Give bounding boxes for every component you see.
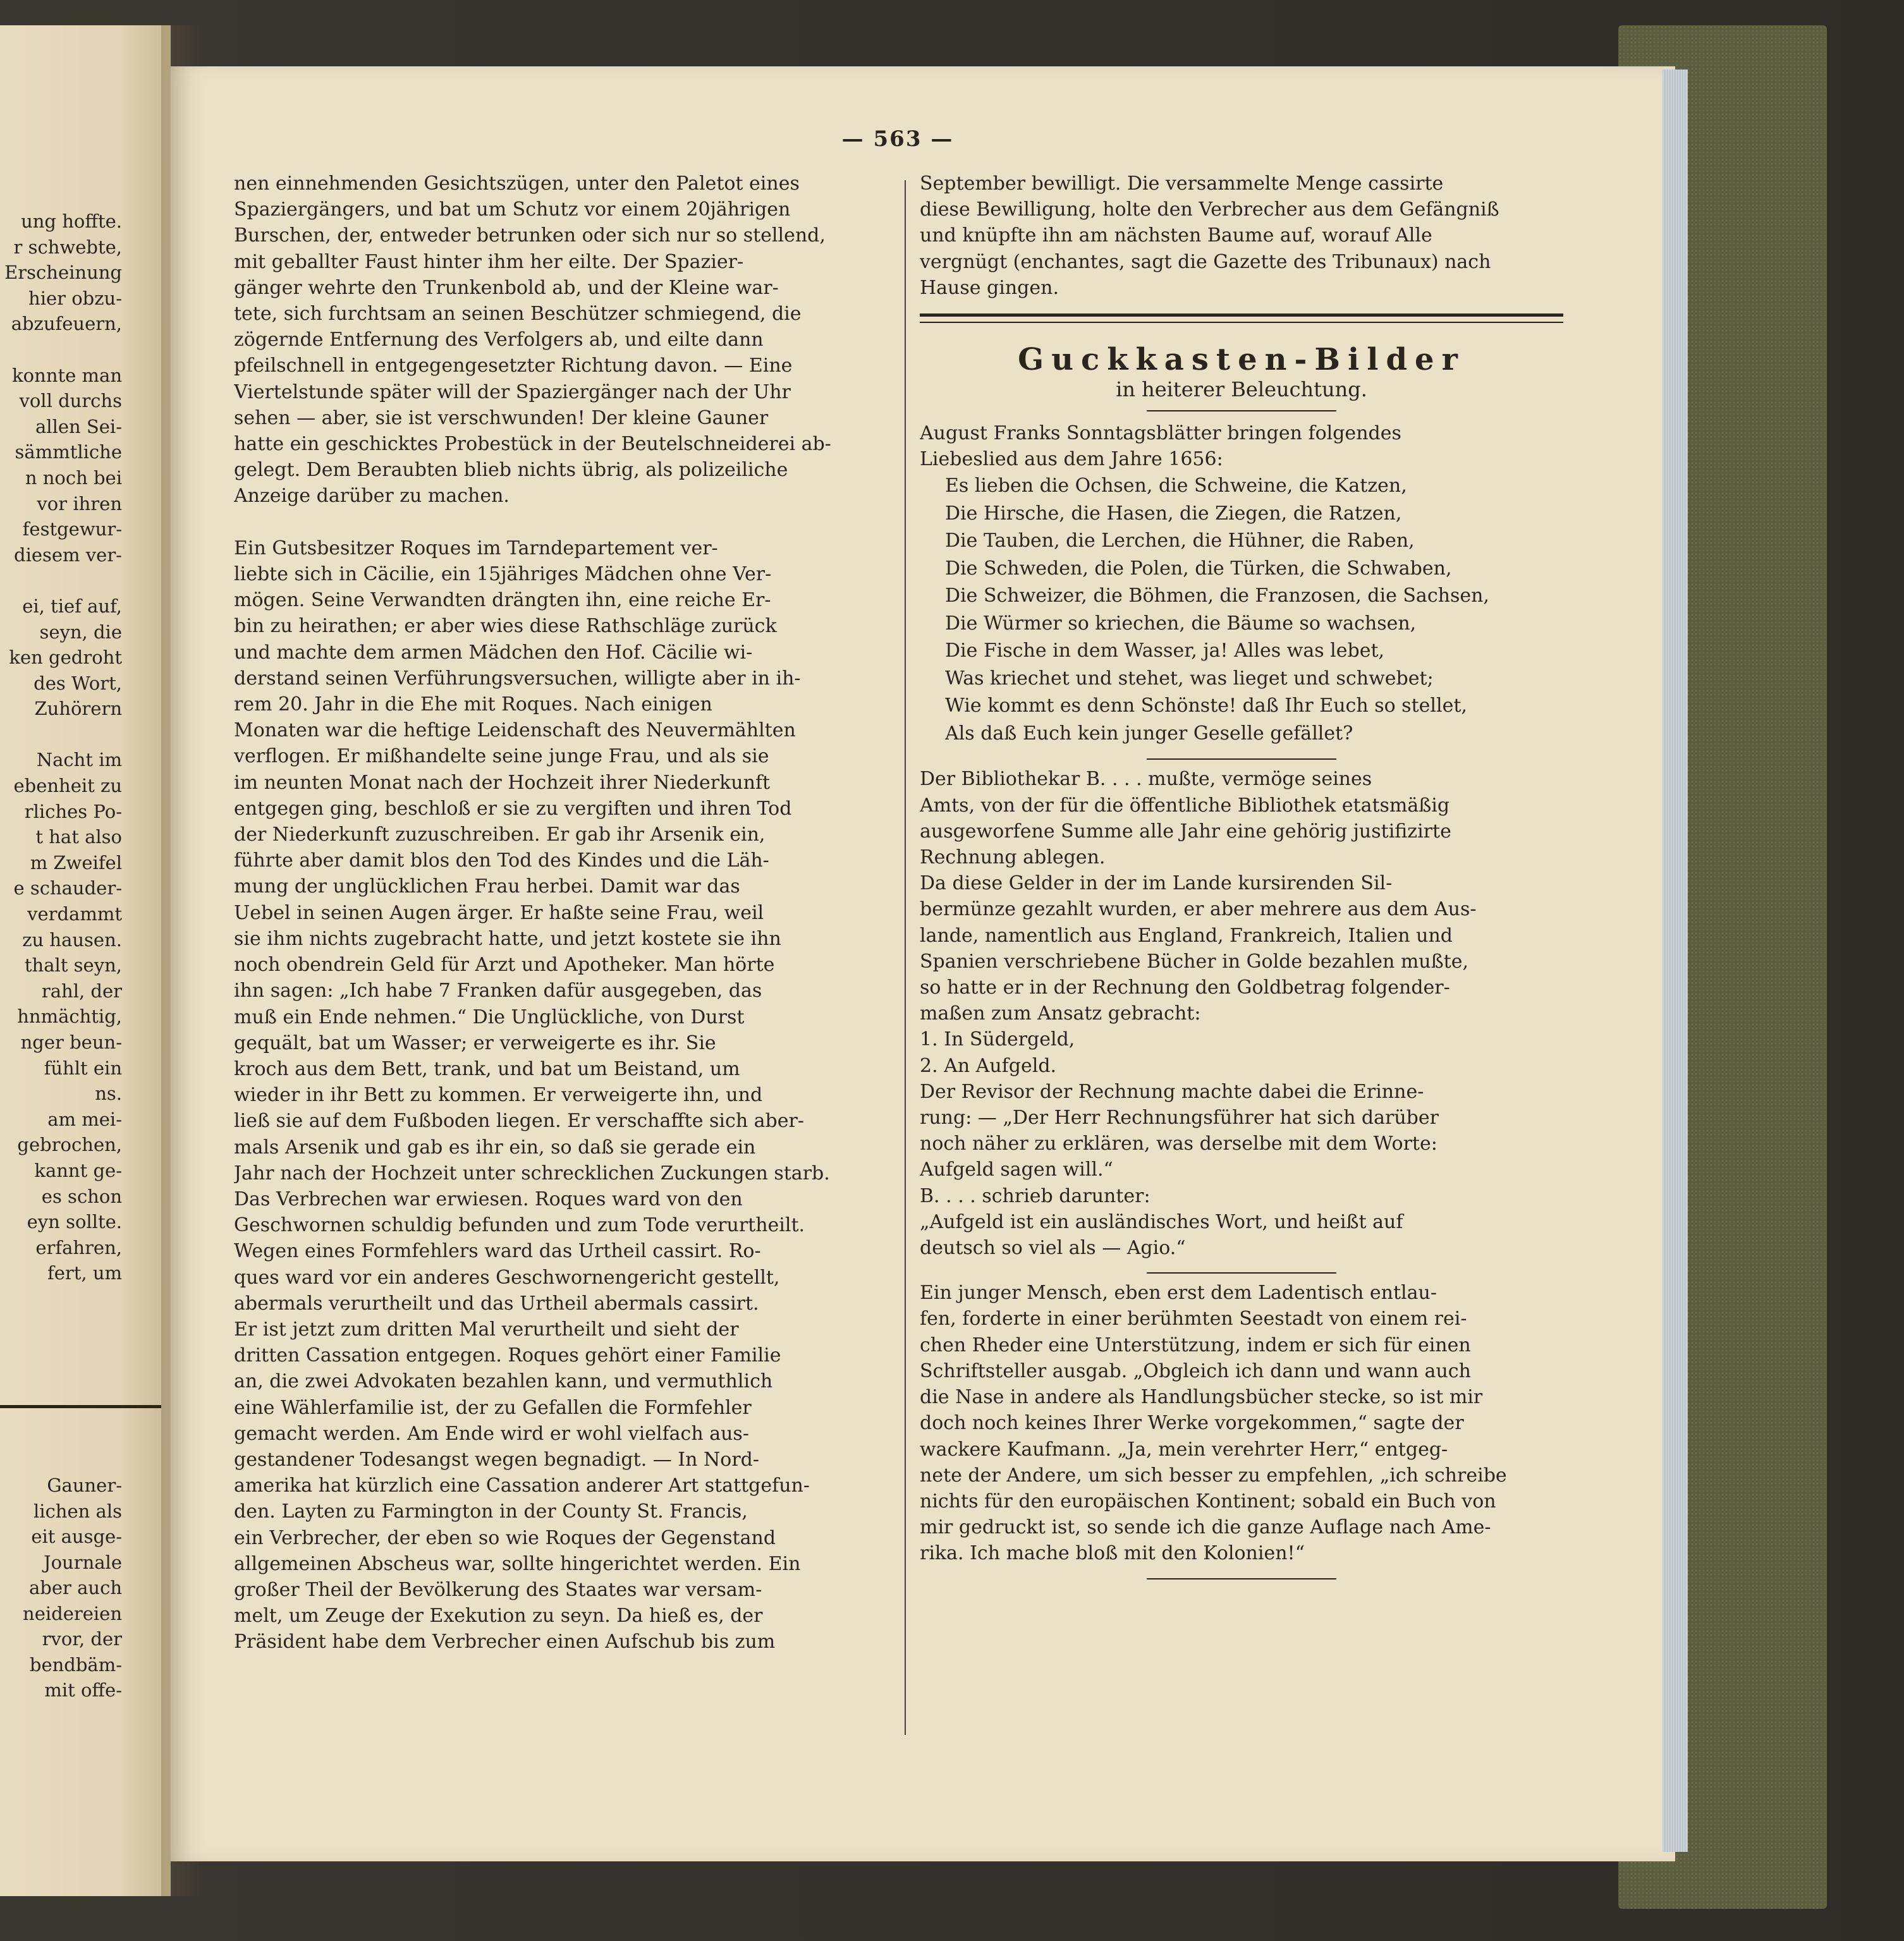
text-line: zögernde Entfernung des Verfolgers ab, und eilte dann: [234, 329, 764, 351]
text-line: Gauner-: [47, 1475, 122, 1496]
text-line: noch näher zu erklären, was derselbe mit dem Worte:: [920, 1133, 1437, 1155]
text-line: Der Revisor der Rechnung machte dabei die Erinne-: [920, 1080, 1424, 1103]
text-line: ausgeworfene Summe alle Jahr eine gehörig justifizirte: [920, 820, 1451, 843]
text-line: eine Wählerfamilie ist, der zu Gefallen die Formfehler: [234, 1396, 752, 1419]
section-heading: Guckkasten-Bilder: [1018, 342, 1465, 378]
text-line: ken gedroht: [9, 647, 122, 669]
text-line: Der Bibliothekar B. . . . mußte, vermöge seines: [920, 768, 1372, 791]
poem-line: Wie kommt es denn Schönste! daß Ihr Euch so stellet,: [945, 695, 1467, 717]
anecdote-librarian: [920, 766, 1563, 1261]
text-line: muß ein Ende nehmen.“ Die Unglückliche, von Durst: [234, 1006, 745, 1028]
column-divider: [905, 180, 906, 1735]
text-line: ebenheit zu: [13, 775, 122, 797]
text-line: nete der Andere, um sich besser zu empfehlen, „ich schreibe: [920, 1464, 1507, 1487]
poem-line: Die Schweden, die Polen, die Türken, die Schwaben,: [945, 557, 1452, 580]
text-line: August Franks Sonntagsblätter bringen folgendes: [920, 422, 1401, 445]
text-line: Amts, von der für die öffentliche Bibliothek etatsmäßig: [920, 794, 1450, 817]
text-line: Jahr nach der Hochzeit unter schrecklichen Zuckungen starb.: [234, 1162, 830, 1184]
text-line: [0, 722, 161, 748]
text-line: „Aufgeld ist ein ausländisches Wort, und heißt auf: [920, 1210, 1403, 1233]
poem-line: Die Würmer so kriechen, die Bäume so wachsen,: [945, 612, 1417, 635]
text-line: [0, 568, 161, 593]
poem-line: Die Schweizer, die Böhmen, die Franzosen, die Sachsen,: [945, 585, 1489, 607]
text-line: Erscheinung: [4, 262, 122, 284]
text-line: ques ward vor ein anderes Geschwornengericht gestellt,: [234, 1266, 780, 1289]
text-line: bermünze gezahlt wurden, er aber mehrere aus dem Aus-: [920, 898, 1477, 921]
text-line: lande, namentlich aus England, Frankreich, Italien und: [920, 924, 1453, 947]
text-line: gestandener Todesangst wegen begnadigt. — In Nord-: [234, 1448, 760, 1471]
text-line: noch obendrein Geld für Arzt und Apotheker. Man hörte: [234, 954, 775, 977]
text-line: Aufgeld sagen will.“: [920, 1159, 1113, 1181]
page-edges: [1663, 70, 1688, 1852]
text-line: Geschwornen schuldig befunden und zum Tode verurtheilt.: [234, 1214, 805, 1237]
text-line: und machte dem armen Mädchen den Hof. Cäcilie wi-: [234, 641, 753, 664]
text-line: abzufeuern,: [11, 313, 122, 335]
text-line: n noch bei: [25, 466, 122, 489]
left-page: [0, 25, 171, 1896]
text-line: t hat also: [35, 826, 122, 848]
text-line: der Niederkunft zuzuschreiben. Er gab ihr Arsenik ein,: [234, 824, 766, 846]
text-line: mögen. Seine Verwandten drängten ihn, eine reiche Er-: [234, 589, 771, 612]
text-line: abermals verurtheilt und das Urtheil abermals cassirt.: [234, 1292, 759, 1315]
text-line: Rechnung ablegen.: [920, 846, 1106, 869]
text-line: ns.: [95, 1083, 122, 1105]
end-rule: [1147, 1578, 1336, 1579]
text-line: es schon: [41, 1185, 122, 1207]
text-line: des Wort,: [34, 672, 122, 694]
text-line: wackere Kaufmann. „Ja, mein verehrter Herr,“ entgeg-: [920, 1438, 1448, 1461]
text-line: Zuhörern: [34, 698, 122, 720]
text-line: ein Verbrecher, der eben so wie Roques der Gegenstand: [234, 1526, 776, 1549]
text-line: ung hoffte.: [21, 210, 122, 232]
page-number: — 563 —: [841, 126, 954, 152]
text-line: Monaten war die heftige Leidenschaft des Neuvermählten: [234, 719, 796, 742]
text-line: eit ausge-: [31, 1526, 122, 1547]
text-line: so hatte er in der Rechnung den Goldbetrag folgender-: [920, 977, 1450, 999]
text-line: im neunten Monat nach der Hochzeit ihrer Niederkunft: [234, 771, 771, 794]
poem-line: Die Hirsche, die Hasen, die Ziegen, die Ratzen,: [945, 502, 1402, 525]
text-line: ei, tief auf,: [22, 595, 122, 617]
poem-line: Es lieben die Ochsen, die Schweine, die Katzen,: [945, 475, 1407, 497]
text-line: maßen zum Ansatz gebracht:: [920, 1002, 1201, 1025]
article-column-left: [234, 171, 879, 1655]
text-line: nen einnehmenden Gesichtszügen, unter den Paletot eines: [234, 173, 800, 195]
text-line: eyn sollte.: [27, 1211, 122, 1233]
text-line: liebte sich in Cäcilie, ein 15jähriges Mädchen ohne Ver-: [234, 563, 772, 586]
text-line: verflogen. Er mißhandelte seine junge Frau, und als sie: [234, 745, 769, 768]
text-line: dritten Cassation entgegen. Roques gehört einer Familie: [234, 1344, 781, 1367]
text-line: Spaziergängers, und bat um Schutz vor einem 20jährigen: [234, 198, 791, 221]
text-line: derstand seinen Verführungsversuchen, willigte aber in ih-: [234, 667, 801, 690]
text-line: Präsident habe dem Verbrecher einen Aufschub bis zum: [234, 1631, 776, 1653]
section-subheading: in heiterer Beleuchtung.: [1116, 377, 1367, 402]
text-line: aber auch: [29, 1577, 122, 1598]
text-line: doch noch keines Ihrer Werke vorgekommen,“ sagte der: [920, 1412, 1464, 1435]
text-line: vor ihren: [37, 492, 122, 514]
text-line: diese Bewilligung, holte den Verbrecher aus dem Gefängniß: [920, 198, 1499, 221]
text-line: erfahren,: [35, 1236, 122, 1258]
heading-rule: [1147, 410, 1336, 411]
text-line: [234, 509, 879, 535]
text-line: tete, sich furchtsam an seinen Beschützer schmiegend, die: [234, 303, 802, 326]
left-page-fragment-bottom: [0, 1473, 161, 1703]
text-line: thalt seyn,: [24, 954, 122, 977]
text-line: die Nase in andere als Handlungsbücher stecke, so ist mir: [920, 1386, 1483, 1409]
text-line: Nacht im: [36, 749, 122, 771]
poem-line: Die Fische in dem Wasser, ja! Alles was lebet,: [945, 640, 1385, 662]
article-continuation: [920, 171, 1563, 301]
text-line: fen, forderte in einer berühmten Seestadt von einem rei-: [920, 1308, 1467, 1330]
text-line: kroch aus dem Bett, trank, und bat um Beistand, um: [234, 1057, 740, 1080]
left-page-fragment-top: [0, 209, 161, 1286]
text-line: an, die zwei Advokaten bezahlen kann, und vermuthlich: [234, 1370, 773, 1393]
text-line: wieder in ihr Bett zu kommen. Er verweigerte ihn, und: [234, 1084, 763, 1107]
text-line: fühlt ein: [44, 1057, 122, 1079]
text-line: rahl, der: [41, 980, 122, 1002]
anecdote-young-man: [920, 1280, 1563, 1566]
section-divider: [920, 313, 1563, 323]
text-line: rika. Ich mache bloß mit den Kolonien!“: [920, 1542, 1305, 1565]
text-line: sie ihm nichts zugebracht hatte, und jetzt kostete sie ihn: [234, 927, 781, 950]
text-line: gänger wehrte den Trunkenbold ab, und der Kleine war-: [234, 276, 779, 299]
text-line: chen Rheder eine Unterstützung, indem er sich für einen: [920, 1334, 1471, 1356]
anecdote-rule: [1147, 758, 1336, 760]
text-line: rvor, der: [42, 1628, 122, 1650]
anecdote-rule: [1147, 1272, 1336, 1274]
text-line: [0, 337, 161, 363]
text-line: vergnügt (enchantes, sagt die Gazette des Tribunaux) nach: [920, 250, 1491, 273]
text-line: e schauder-: [13, 877, 122, 899]
text-line: amerika hat kürzlich eine Cassation anderer Art stattgefun-: [234, 1475, 810, 1497]
text-line: seyn, die: [39, 621, 122, 643]
text-line: mit geballter Faust hinter ihm her eilte. Der Spazier-: [234, 250, 744, 273]
text-line: entgegen ging, beschloß er sie zu vergiften und ihren Tod: [234, 797, 792, 820]
text-line: Burschen, der, entweder betrunken oder sich nur so stellend,: [234, 224, 826, 247]
text-line: konnte man: [12, 364, 122, 386]
text-line: lichen als: [34, 1500, 122, 1522]
left-page-rule: [0, 1405, 161, 1408]
text-line: Da diese Gelder in der im Lande kursirenden Sil-: [920, 872, 1393, 895]
article-column-right: [920, 171, 1563, 1579]
text-line: mals Arsenik und gab es ihr ein, so daß sie gerade ein: [234, 1136, 756, 1159]
text-line: September bewilligt. Die versammelte Menge cassirte: [920, 173, 1444, 195]
text-line: mung der unglücklichen Frau herbei. Damit war das: [234, 875, 740, 898]
text-line: melt, um Zeuge der Exekution zu seyn. Da hieß es, der: [234, 1605, 763, 1628]
text-line: Hause gingen.: [920, 276, 1059, 299]
text-line: Ein Gutsbesitzer Roques im Tarndepartement ver-: [234, 537, 718, 559]
text-line: Viertelstunde später will der Spaziergänger nach der Uhr: [234, 380, 791, 403]
text-line: Ein junger Mensch, eben erst dem Ladentisch entlau-: [920, 1282, 1437, 1305]
text-line: pfeilschnell in entgegengesetzter Richtung davon. — Eine: [234, 355, 793, 377]
poem: [920, 472, 1563, 747]
text-line: voll durchs: [19, 390, 122, 412]
text-line: mit offe-: [44, 1679, 122, 1701]
text-line: zu hausen.: [22, 928, 122, 951]
text-line: 2. An Aufgeld.: [920, 1054, 1057, 1077]
text-line: großer Theil der Bevölkerung des Staates war versam-: [234, 1578, 762, 1601]
text-line: führte aber damit blos den Tod des Kindes und die Läh-: [234, 849, 769, 872]
text-line: rliches Po-: [24, 800, 122, 822]
text-line: bin zu heirathen; er aber wies diese Rathschläge zurück: [234, 615, 777, 638]
text-line: gemacht werden. Am Ende wird er wohl vielfach aus-: [234, 1422, 749, 1445]
text-line: diesem ver-: [14, 544, 122, 566]
text-line: rem 20. Jahr in die Ehe mit Roques. Nach einigen: [234, 693, 712, 716]
poem-intro: [920, 420, 1563, 472]
text-line: Wegen eines Formfehlers ward das Urtheil cassirt. Ro-: [234, 1240, 761, 1263]
text-line: nger beun-: [20, 1031, 122, 1053]
text-line: Er ist jetzt zum dritten Mal verurtheilt und sieht der: [234, 1318, 739, 1341]
text-line: fert, um: [47, 1262, 122, 1284]
text-line: festgewur-: [22, 518, 122, 540]
text-line: Das Verbrechen war erwiesen. Roques ward von den: [234, 1188, 743, 1210]
text-line: Journale: [43, 1551, 122, 1573]
text-line: deutsch so viel als — Agio.“: [920, 1237, 1186, 1260]
text-line: r schwebte,: [13, 236, 122, 258]
text-line: verdammt: [27, 903, 122, 925]
text-line: den. Layten zu Farmington in der County St. Francis,: [234, 1500, 748, 1523]
text-line: m Zweifel: [30, 851, 122, 873]
text-line: Uebel in seinen Augen ärger. Er haßte seine Frau, weil: [234, 901, 764, 924]
text-line: hnmächtig,: [17, 1006, 122, 1028]
text-line: allen Sei-: [35, 415, 122, 437]
text-line: ihn sagen: „Ich habe 7 Franken dafür ausgegeben, das: [234, 980, 762, 1002]
text-line: Schriftsteller ausgab. „Obgleich ich dann und wann auch: [920, 1360, 1471, 1382]
text-line: Spanien verschriebene Bücher in Golde bezahlen mußte,: [920, 950, 1469, 973]
text-line: gelegt. Dem Beraubten blieb nichts übrig, als polizeiliche: [234, 459, 788, 482]
text-line: und knüpfte ihn am nächsten Baume auf, worauf Alle: [920, 224, 1432, 247]
text-line: nichts für den europäischen Kontinent; sobald ein Buch von: [920, 1490, 1496, 1512]
text-line: B. . . . schrieb darunter:: [920, 1184, 1150, 1207]
text-line: sämmtliche: [15, 441, 122, 463]
text-line: rung: — „Der Herr Rechnungsführer hat sich darüber: [920, 1107, 1439, 1129]
text-line: kannt ge-: [34, 1159, 122, 1181]
poem-line: Als daß Euch kein junger Geselle gefället?: [945, 722, 1353, 745]
text-line: allgemeinen Abscheus war, sollte hingerichtet werden. Ein: [234, 1552, 801, 1575]
text-line: neidereien: [23, 1602, 122, 1624]
poem-line: Die Tauben, die Lerchen, die Hühner, die Raben,: [945, 530, 1415, 552]
text-line: hier obzu-: [28, 287, 122, 309]
text-line: Liebeslied aus dem Jahre 1656:: [920, 448, 1223, 471]
text-line: gequält, bat um Wasser; er verweigerte es ihr. Sie: [234, 1031, 716, 1054]
text-line: bendbäm-: [29, 1653, 122, 1676]
text-line: hatte ein geschicktes Probestück in der Beutelschneiderei ab-: [234, 433, 831, 456]
text-line: sehen — aber, sie ist verschwunden! Der kleine Gauner: [234, 406, 769, 429]
text-line: Anzeige darüber zu machen.: [234, 485, 510, 508]
poem-line: Was kriechet und stehet, was lieget und schwebet;: [945, 667, 1434, 690]
text-line: gebrochen,: [17, 1134, 122, 1156]
text-line: 1. In Südergeld,: [920, 1028, 1075, 1051]
text-line: am mei-: [47, 1108, 122, 1130]
text-line: ließ sie auf dem Fußboden liegen. Er verschaffte sich aber-: [234, 1110, 804, 1133]
text-line: mir gedruckt ist, so sende ich die ganze Auflage nach Ame-: [920, 1516, 1491, 1539]
